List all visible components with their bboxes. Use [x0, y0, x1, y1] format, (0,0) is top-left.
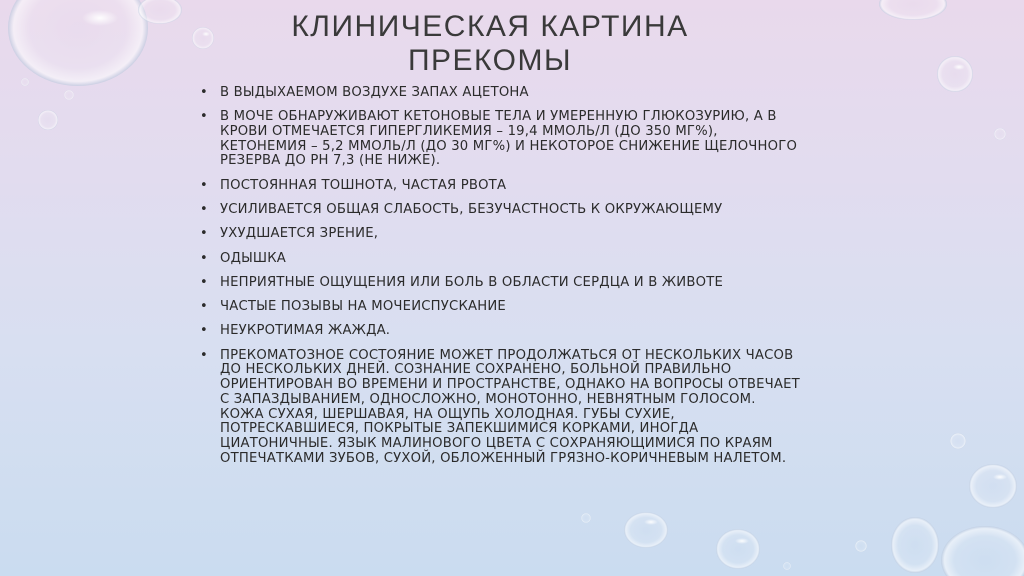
bullet-text: ПРЕКОМАТОЗНОЕ СОСТОЯНИЕ МОЖЕТ ПРОДОЛЖАТЬСЯ ОТ НЕСКОЛЬКИХ ЧАСОВ ДО НЕСКОЛЬКИХ ДНЕЙ. СОЗНАНИЕ СОХРАНЕНО, БОЛЬНОЙ ПРАВИЛЬНО ОРИЕНТИРОВАН ВО ВРЕМЕНИ И ПРОСТРАНСТВЕ, ОДНАКО НА ВОПРОСЫ ОТВЕЧАЕТ С ЗАПАЗДЫВАНИЕМ, ОДНОСЛОЖНО, МОНОТОННО, НЕВНЯТНЫМ ГОЛОСОМ. КОЖА СУХАЯ, ШЕРШАВАЯ, НА ОЩУПЬ ХОЛОДНАЯ. ГУБЫ СУХИЕ, ПОТРЕСКАВШИЕСЯ, ПОКРЫТЫЕ ЗАПЕКШИМИСЯ КОРКАМИ, ИНОГДА ЦИАТОНИЧНЫЕ. ЯЗЫК МАЛИНОВОГО ЦВЕТА С СОХРАНЯЮЩИМИСЯ ПО КРАЯМ ОТПЕЧАТКАМИ ЗУБОВ, СУХОЙ, ОБЛОЖЕННЫЙ ГРЯЗНО-КОРИЧНЕВЫМ НАЛЕТОМ. [220, 347, 800, 466]
droplet [891, 517, 939, 573]
list-item [200, 179, 800, 194]
bullet-dot-icon: • [200, 250, 208, 266]
bullet-text: УСИЛИВАЕТСЯ ОБЩАЯ СЛАБОСТЬ, БЕЗУЧАСТНОСТЬ К ОКРУЖАЮЩЕМУ [220, 202, 723, 217]
list-item [200, 300, 800, 315]
bullet-dot-icon: • [200, 347, 208, 363]
bullet-text: В МОЧЕ ОБНАРУЖИВАЮТ КЕТОНОВЫЕ ТЕЛА И УМЕРЕННУЮ ГЛЮКОЗУРИЮ, А В КРОВИ ОТМЕЧАЕТСЯ ГИПЕРГЛИКЕМИЯ – 19,4 ММОЛЬ/Л (ДО 350 МГ%), КЕТОНЕМИЯ – 5,2 ММОЛЬ/Л (ДО 30 МГ%) И НЕКОТОРОЕ СНИЖЕНИЕ ЩЕЛОЧНОГО РЕЗЕРВА ДО PH 7,3 (НЕ НИЖЕ). [220, 109, 798, 169]
list-item [200, 110, 800, 169]
droplet [969, 464, 1017, 508]
droplet [192, 27, 214, 49]
bullet-dot-icon: • [200, 85, 208, 100]
slide-title-line-1: КЛИНИЧЕСКАЯ КАРТИНА [291, 10, 689, 43]
list-item [200, 203, 800, 218]
bullet-dot-icon: • [200, 177, 208, 193]
bullet-dot-icon: • [200, 299, 208, 315]
droplet [716, 529, 760, 569]
droplet [950, 433, 966, 449]
bullet-list [200, 86, 800, 476]
droplet [21, 78, 29, 86]
bullet-text: В ВЫДЫХАЕМОМ ВОЗДУХЕ ЗАПАХ АЦЕТОНА [220, 85, 529, 100]
droplet [624, 512, 668, 548]
droplet [138, 0, 182, 24]
list-item [200, 227, 800, 242]
droplet [64, 90, 74, 100]
bullet-dot-icon: • [200, 202, 208, 217]
bullet-text: ЧАСТЫЕ ПОЗЫВЫ НА МОЧЕИСПУСКАНИЕ [220, 299, 506, 315]
droplet [994, 128, 1006, 140]
droplet [783, 562, 791, 570]
bullet-text: УХУДШАЕТСЯ ЗРЕНИЕ, [220, 226, 379, 242]
bullet-text: ОДЫШКА [220, 250, 287, 266]
list-item [200, 324, 800, 339]
slide-title-line-2: ПРЕКОМЫ [407, 44, 573, 77]
list-item [200, 86, 800, 101]
list-item [200, 276, 800, 291]
droplet [855, 540, 867, 552]
bullet-text: НЕПРИЯТНЫЕ ОЩУЩЕНИЯ ИЛИ БОЛЬ В ОБЛАСТИ СЕРДЦА И В ЖИВОТЕ [220, 274, 723, 290]
list-item [200, 252, 800, 267]
bullet-dot-icon: • [200, 323, 208, 339]
droplet [8, 0, 148, 86]
droplet [879, 0, 947, 20]
slide-title [230, 10, 750, 78]
bullet-text: ПОСТОЯННАЯ ТОШНОТА, ЧАСТАЯ РВОТА [220, 177, 507, 193]
droplet [937, 56, 973, 92]
droplet [581, 513, 591, 523]
droplet [941, 526, 1024, 576]
bullet-dot-icon: • [200, 109, 208, 125]
bullet-dot-icon: • [200, 226, 208, 242]
list-item [200, 349, 800, 467]
bullet-text: НЕУКРОТИМАЯ ЖАЖДА. [220, 323, 391, 339]
bullet-dot-icon: • [200, 274, 208, 290]
droplet [38, 110, 58, 130]
